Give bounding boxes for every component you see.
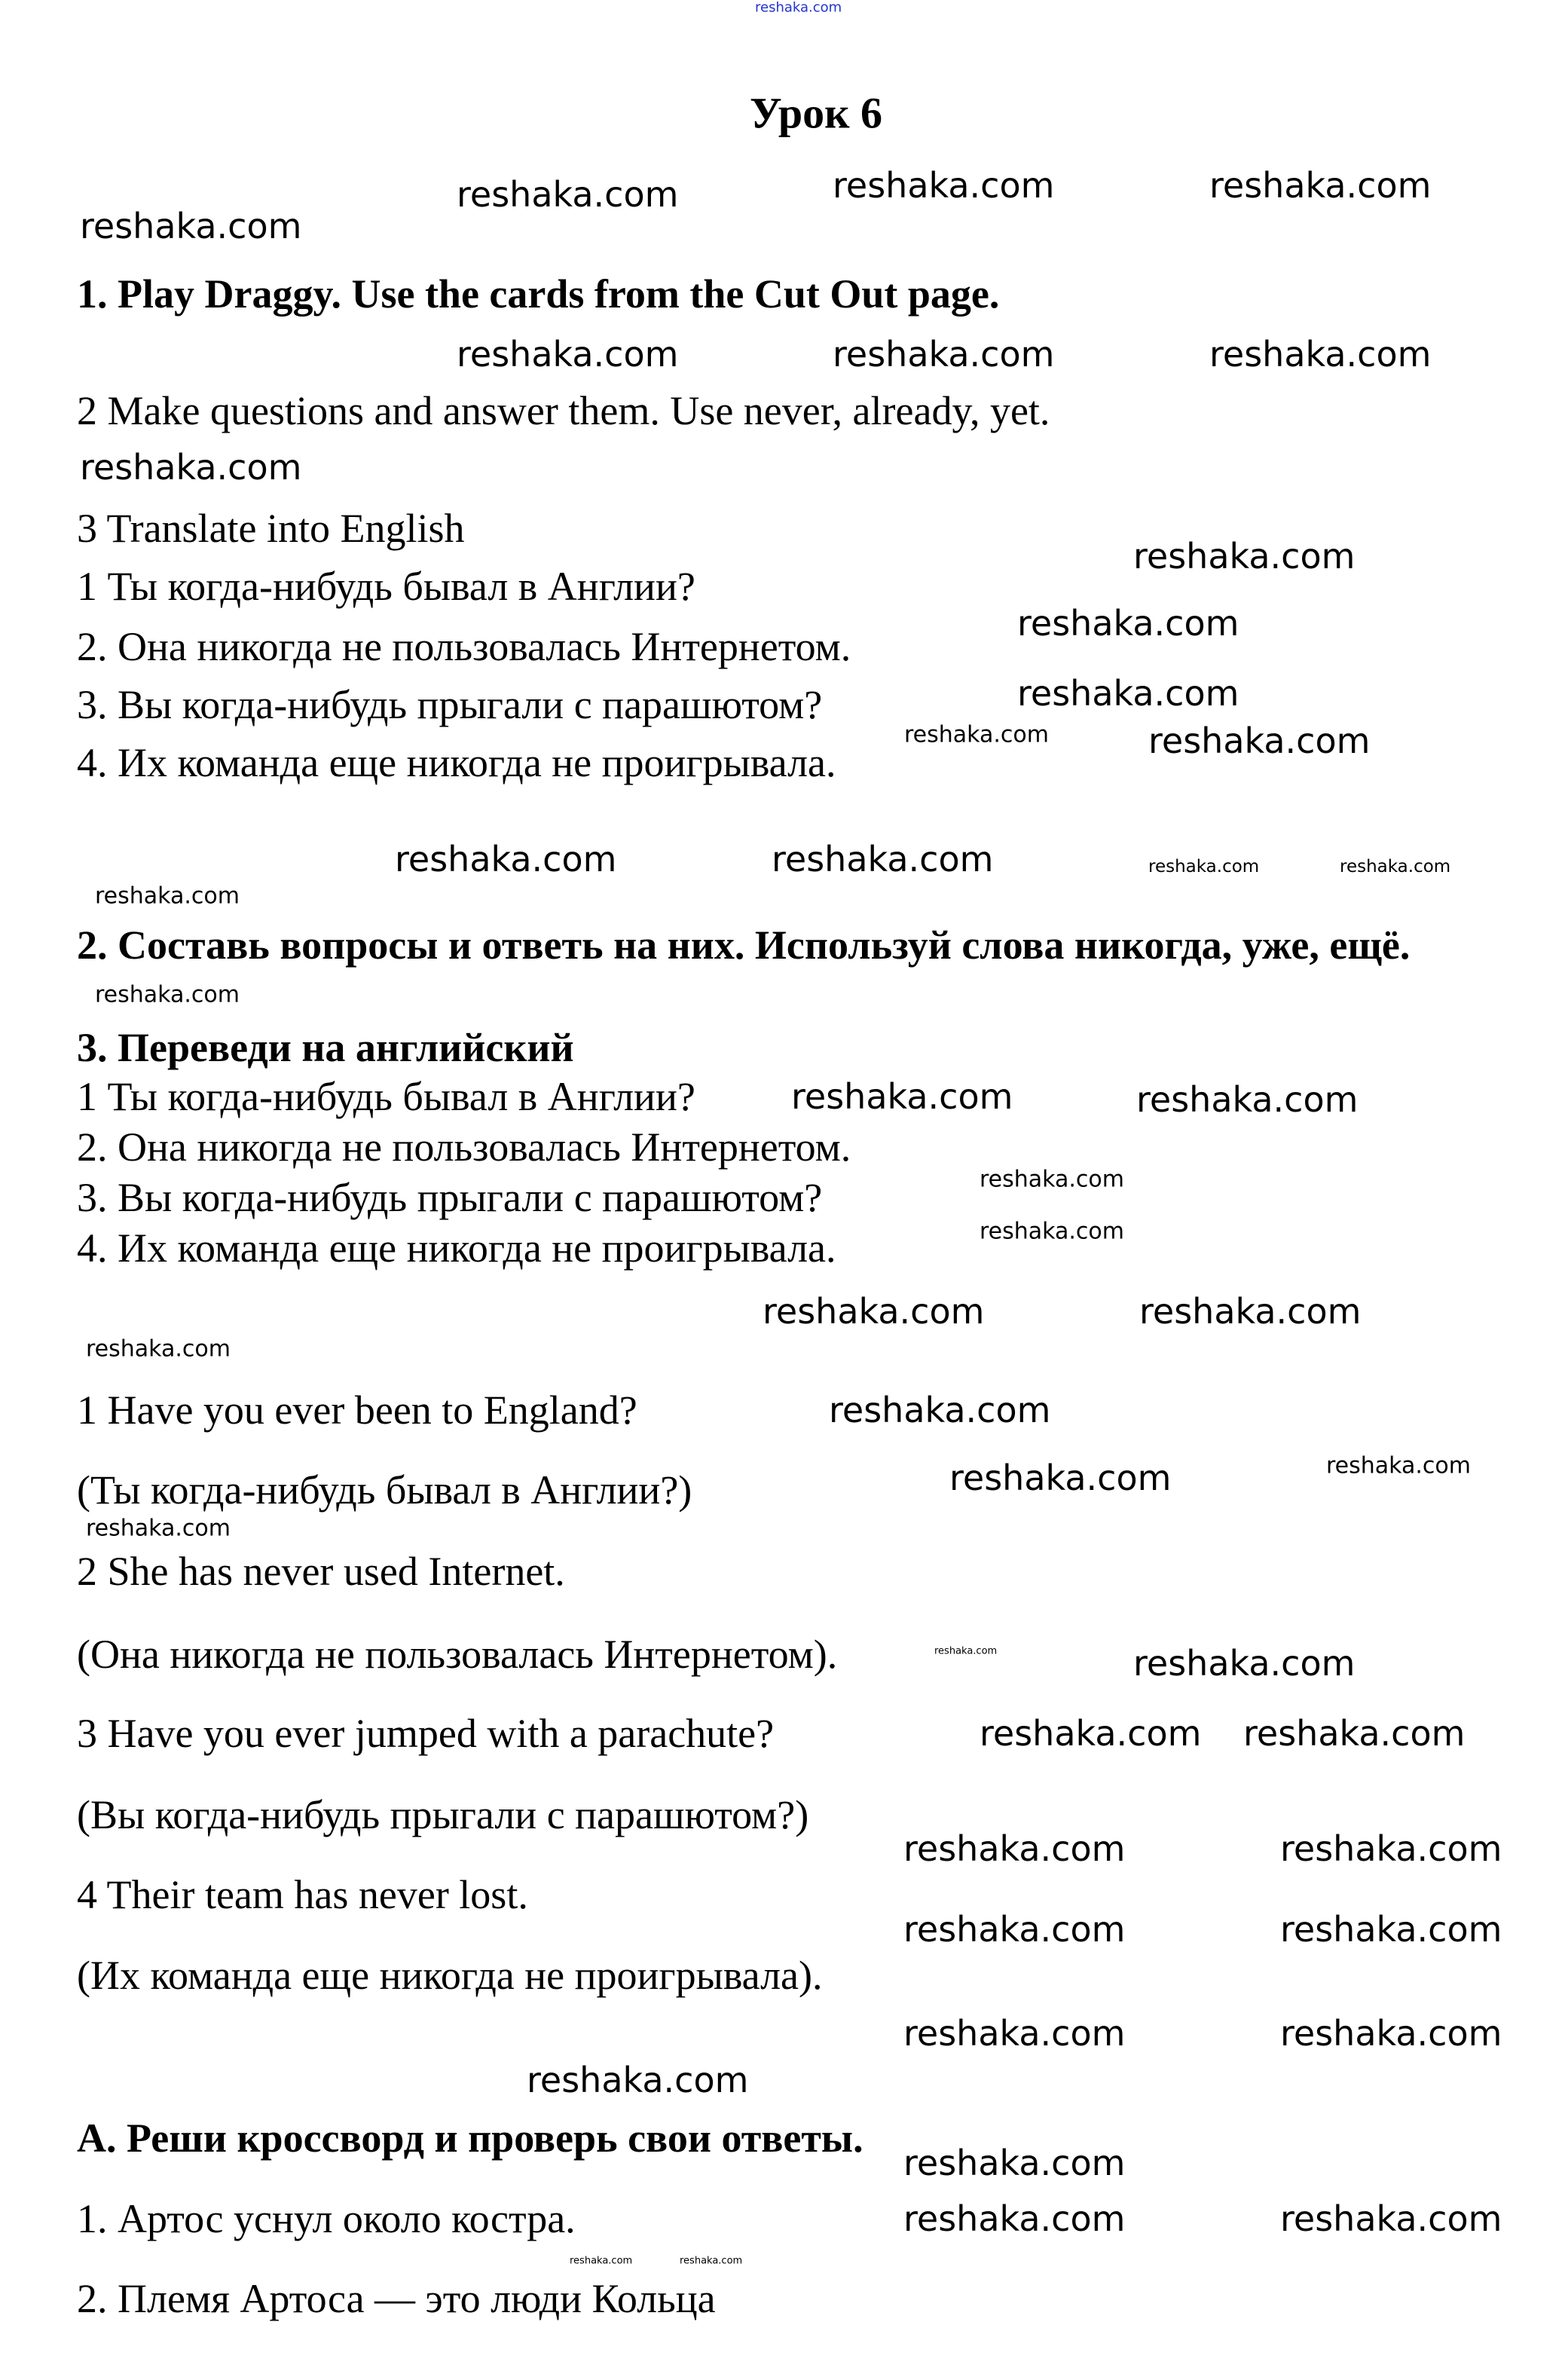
- watermark: reshaka.com: [80, 206, 302, 246]
- watermark: reshaka.com: [1017, 603, 1239, 644]
- watermark: reshaka.com: [903, 2143, 1126, 2183]
- watermark: reshaka.com: [833, 165, 1055, 206]
- watermark: reshaka.com: [457, 334, 679, 375]
- list-item: 2. Она никогда не пользовалась Интернетом.: [77, 1124, 851, 1170]
- task-1-heading: 1. Play Draggy. Use the cards from the Cut Out page.: [77, 271, 1000, 317]
- answer-en: 4 Their team has never lost.: [77, 1872, 528, 1917]
- watermark: reshaka.com: [1139, 1291, 1362, 1332]
- watermark: reshaka.com: [949, 1458, 1172, 1498]
- list-item: 3. Вы когда-нибудь прыгали с парашютом?: [77, 682, 823, 727]
- watermark: reshaka.com: [1280, 2013, 1502, 2054]
- watermark: reshaka.com: [1133, 536, 1356, 577]
- watermark: reshaka.com: [903, 2198, 1126, 2239]
- watermark: reshaka.com: [980, 1713, 1202, 1754]
- list-item: 4. Их команда еще никогда не проигрывала.: [77, 740, 836, 785]
- watermark: reshaka.com: [1148, 720, 1371, 761]
- watermark: reshaka.com: [833, 334, 1055, 375]
- watermark: reshaka.com: [980, 1218, 1124, 1245]
- task-3-ru-heading: 3. Переведи на английский: [77, 1025, 574, 1070]
- list-item: 4. Их команда еще никогда не проигрывала.: [77, 1225, 836, 1271]
- list-item: 1 Ты когда-нибудь бывал в Англии?: [77, 564, 695, 609]
- watermark: reshaka.com: [570, 2255, 633, 2267]
- list-item: 2. Она никогда не пользовалась Интернетом.: [77, 624, 851, 669]
- list-item: 1 Ты когда-нибудь бывал в Англии?: [77, 1074, 695, 1119]
- watermark: reshaka.com: [86, 1335, 231, 1363]
- watermark: reshaka.com: [791, 1076, 1013, 1117]
- watermark: reshaka.com: [1326, 1452, 1471, 1479]
- task-a-heading: А. Реши кроссворд и проверь свои ответы.: [77, 2115, 863, 2161]
- watermark: reshaka.com: [980, 1166, 1124, 1193]
- watermark: reshaka.com: [680, 2255, 743, 2267]
- answer-ru: (Она никогда не пользовалась Интернетом).: [77, 1632, 838, 1677]
- watermark: reshaka.com: [395, 839, 617, 879]
- watermark: reshaka.com: [903, 1828, 1126, 1869]
- watermark: reshaka.com: [1017, 673, 1239, 714]
- site-link[interactable]: reshaka.com: [755, 0, 842, 16]
- watermark: reshaka.com: [527, 2060, 749, 2100]
- watermark: reshaka.com: [1280, 2198, 1502, 2239]
- watermark: reshaka.com: [1209, 165, 1432, 206]
- watermark: reshaka.com: [80, 447, 302, 488]
- watermark: reshaka.com: [829, 1390, 1051, 1430]
- watermark: reshaka.com: [1136, 1079, 1359, 1120]
- watermark: reshaka.com: [763, 1291, 985, 1332]
- watermark: reshaka.com: [1133, 1643, 1356, 1684]
- answer-en: 3 Have you ever jumped with a parachute?: [77, 1711, 775, 1756]
- task-3-heading: 3 Translate into English: [77, 506, 465, 551]
- watermark: reshaka.com: [1209, 334, 1432, 375]
- task-2-ru-heading: 2. Составь вопросы и ответь на них. Используй слова никогда, уже, ещё.: [77, 922, 1411, 968]
- watermark: reshaka.com: [95, 883, 240, 910]
- watermark: reshaka.com: [903, 1909, 1126, 1950]
- watermark: reshaka.com: [86, 1515, 231, 1542]
- watermark: reshaka.com: [903, 2013, 1126, 2054]
- answer-en: 1 Have you ever been to England?: [77, 1387, 637, 1433]
- watermark: reshaka.com: [934, 1645, 998, 1657]
- watermark: reshaka.com: [1243, 1713, 1466, 1754]
- page-title: Урок 6: [750, 88, 882, 138]
- list-item: 2. Племя Артоса — это люди Кольца: [77, 2276, 716, 2321]
- watermark: reshaka.com: [1340, 857, 1451, 876]
- watermark: reshaka.com: [904, 721, 1049, 748]
- watermark: reshaka.com: [1280, 1909, 1502, 1950]
- list-item: 3. Вы когда-нибудь прыгали с парашютом?: [77, 1175, 823, 1220]
- watermark: reshaka.com: [772, 839, 994, 879]
- answer-ru: (Вы когда-нибудь прыгали с парашютом?): [77, 1792, 809, 1837]
- task-2-heading: 2 Make questions and answer them. Use never, already, yet.: [77, 388, 1050, 433]
- watermark: reshaka.com: [95, 981, 240, 1008]
- answer-ru: (Их команда еще никогда не проигрывала).: [77, 1953, 823, 1998]
- watermark: reshaka.com: [1148, 857, 1260, 876]
- list-item: 1. Артос уснул около костра.: [77, 2196, 576, 2241]
- answer-ru: (Ты когда-нибудь бывал в Англии?): [77, 1467, 692, 1513]
- watermark: reshaka.com: [1280, 1828, 1502, 1869]
- watermark: reshaka.com: [457, 174, 679, 215]
- answer-en: 2 She has never used Internet.: [77, 1549, 565, 1594]
